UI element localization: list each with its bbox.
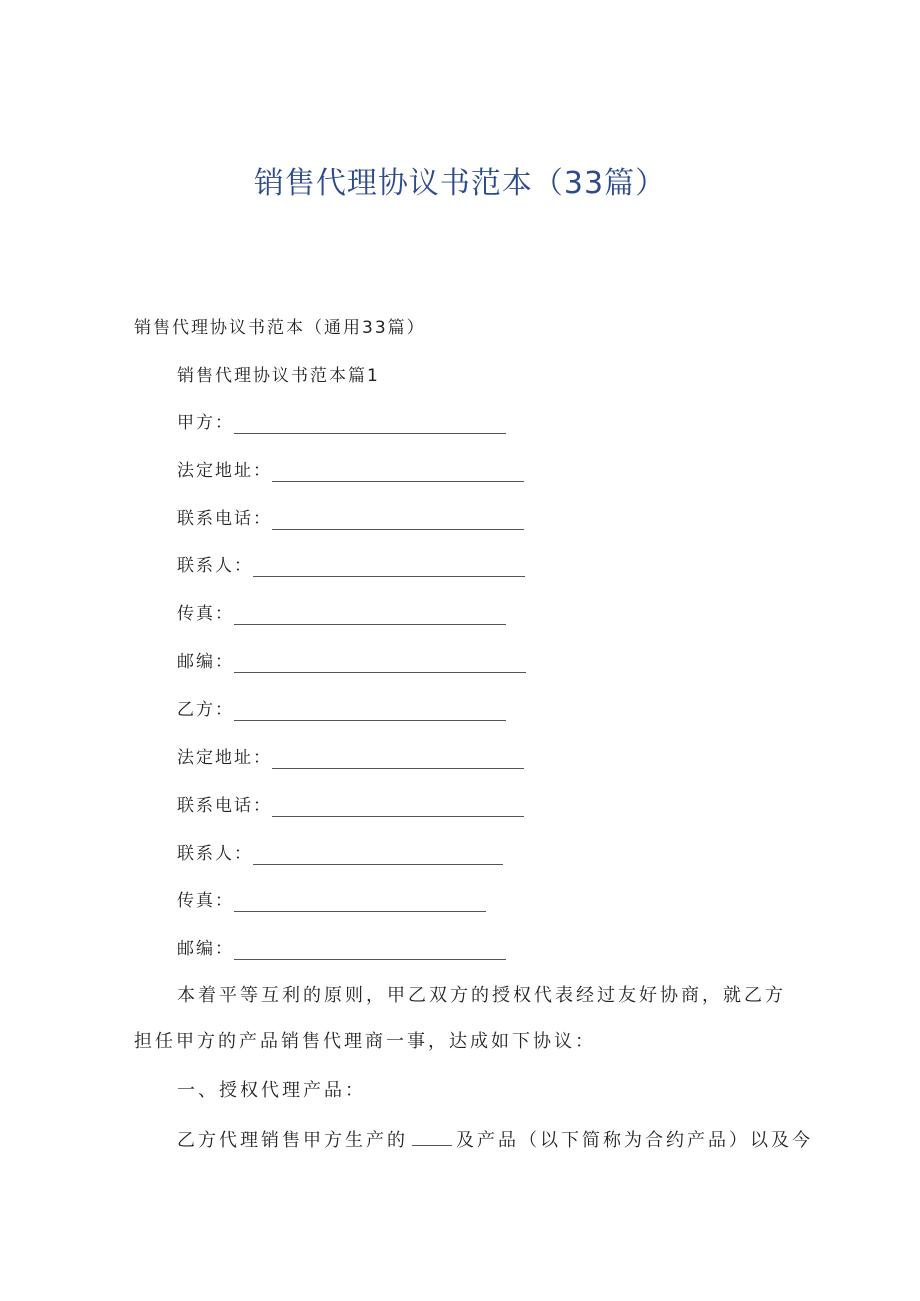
blank-line [234,672,526,673]
blank-line [253,864,503,865]
blank-line [272,816,524,817]
field-label: 联系电话： [177,509,272,529]
party-a-contact-field [177,553,525,579]
blank-line [272,768,524,769]
party-b-field [177,697,506,723]
party-a-postcode-field [177,649,526,675]
party-b-postcode-field [177,936,506,962]
blank-line [234,911,486,912]
clause-1-text-after: 及产品（以下简称为合约产品）以及今 [456,1130,813,1151]
field-label: 传真： [177,604,234,624]
blank-line [272,481,524,482]
intro-paragraph: 本着平等互利的原则，甲乙双方的授权代表经过友好协商，就乙方担任甲方的产品销售代理商一事，达成如下协议： [134,985,786,1052]
field-label: 传真： [177,891,234,911]
party-b-contact-field [177,841,503,867]
clause-1-text [177,1127,813,1154]
blank-line [272,529,524,530]
party-a-phone-field [177,506,524,532]
field-label: 联系电话： [177,796,272,816]
party-a-address-field [177,458,524,484]
party-b-blank-line [234,720,506,721]
field-label: 联系人： [177,556,253,576]
field-label: 联系人： [177,844,253,864]
field-label: 邮编： [177,939,234,959]
field-label: 法定地址： [177,461,272,481]
field-label: 邮编： [177,652,234,672]
blank-line [234,959,506,960]
party-a-label: 甲方： [177,413,234,433]
document-title: 销售代理协议书范本（33篇） [253,166,667,201]
blank-line [234,624,506,625]
party-b-fax-field [177,888,486,914]
party-a-blank-line [234,433,506,434]
section-heading: 销售代理协议书范本篇1 [177,366,380,386]
clause-1-text-before: 乙方代理销售甲方生产的 [177,1130,408,1151]
party-b-phone-field [177,793,524,819]
document-subtitle: 销售代理协议书范本（通用33篇） [134,318,426,338]
product-name-blank [412,1127,452,1146]
party-a-fax-field [177,601,506,627]
field-label: 法定地址： [177,748,272,768]
party-a-field [177,410,506,436]
party-b-address-field [177,745,524,771]
party-b-label: 乙方： [177,700,234,720]
clause-1-heading: 一、授权代理产品： [177,1080,366,1101]
blank-line [253,576,525,577]
